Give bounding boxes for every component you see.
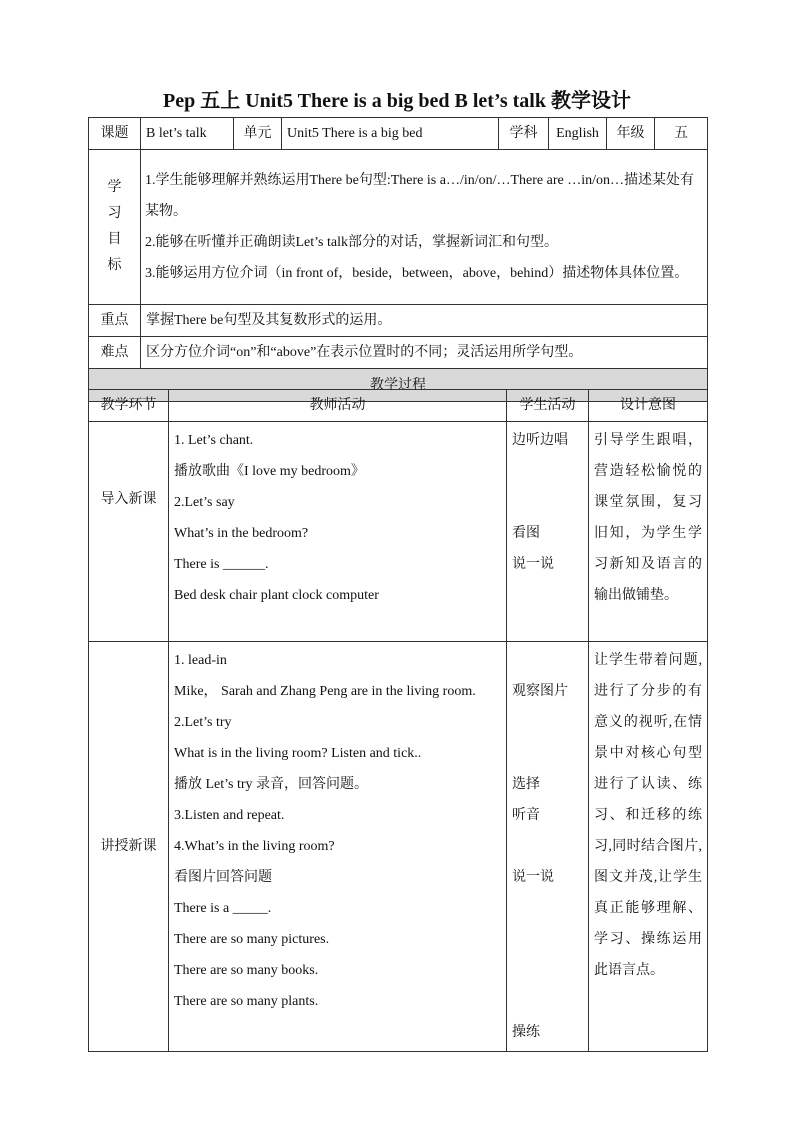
column-header-intent: 设计意图 (589, 390, 708, 422)
student-activity-cell (507, 642, 589, 1052)
subject-label: 课题 (89, 118, 141, 150)
teacher-line: What is in the living room? Listen and tick.. (174, 746, 422, 761)
info-row (89, 118, 708, 150)
page-title: Pep 五上 Unit5 There is a big bed B let’s talk 教学设计 (163, 90, 631, 112)
column-header-student: 学生活动 (507, 390, 589, 422)
subject-value: B let’s talk (141, 118, 234, 150)
grade-value: 五 (655, 118, 708, 150)
teacher-line: 4.What’s in the living room? (174, 839, 335, 854)
process-columns-row (89, 390, 708, 422)
student-line: 说一说 (512, 557, 554, 572)
column-header-stage: 教学环节 (89, 390, 169, 422)
process-row-intro (89, 422, 708, 642)
objective-item: 1.学生能够理解并熟练运用There be句型:There is a…/in/on/…There are …in/on…描述某处有某物。 (145, 173, 695, 219)
difficulty-label: 难点 (89, 337, 141, 369)
teacher-line: 2.Let’s try (174, 715, 232, 730)
intent-cell: 让学生带着问题,进行了分步的有意义的视听,在情景中对核心句型进行了认读、练习、和迁移的练习,同时结合图片,图文并茂,让学生真正能够理解、学习、操练运用此语言点。 (589, 642, 708, 1052)
objective-item: 2.能够在听懂并正确朗读Let’s talk部分的对话，掌握新词汇和句型。 (145, 235, 558, 250)
objectives-content (141, 150, 708, 305)
student-line: 选择 (512, 777, 540, 792)
grade-label: 年级 (607, 118, 655, 150)
difficulty-row (89, 337, 708, 369)
teacher-activity-cell (169, 642, 507, 1052)
teacher-line: 2.Let’s say (174, 495, 235, 510)
process-header: 教学过程 (89, 369, 708, 402)
teacher-line: There are so many plants. (174, 994, 319, 1009)
lesson-plan-table (88, 117, 708, 402)
course-label: 学科 (499, 118, 549, 150)
unit-value: Unit5 There is a big bed (282, 118, 499, 150)
intent-cell: 引导学生跟唱，营造轻松愉悦的课堂氛围，复习旧知，为学生学习新知及语言的输出做铺垫。 (589, 422, 708, 642)
teacher-line: 1. lead-in (174, 653, 227, 668)
teacher-line: 1. Let’s chant. (174, 433, 254, 448)
objectives-label: 学习目标 (89, 150, 141, 305)
process-row-teaching (89, 642, 708, 1052)
objective-item: 3.能够运用方位介词（in front of，beside，between，above，behind）描述物体具体位置。 (145, 266, 689, 281)
stage-cell: 讲授新课 (89, 642, 169, 1052)
difficulty-value: 区分方位介词“on”和“above”在表示位置时的不同；灵活运用所学句型。 (141, 337, 708, 369)
teacher-line: What’s in the bedroom? (174, 526, 309, 541)
key-point-value: 掌握There be句型及其复数形式的运用。 (141, 305, 708, 337)
student-activity-cell (507, 422, 589, 642)
teacher-line: 看图片回答问题 (174, 870, 272, 885)
teacher-line: 播放 Let’s try 录音，回答问题。 (174, 777, 369, 792)
teacher-line: Mike， Sarah and Zhang Peng are in the living room. (174, 684, 476, 699)
teacher-line: 3.Listen and repeat. (174, 808, 285, 823)
teacher-line: There are so many books. (174, 963, 319, 978)
teacher-line: Bed desk chair plant clock computer (174, 588, 379, 603)
student-line: 操练 (512, 1025, 540, 1040)
student-line: 听音 (512, 808, 540, 823)
unit-label: 单元 (234, 118, 282, 150)
student-line: 边听边唱 (512, 433, 568, 448)
key-point-label: 重点 (89, 305, 141, 337)
stage-cell: 导入新课 (89, 422, 169, 642)
teacher-line: 播放歌曲《I love my bedroom》 (174, 464, 365, 479)
teacher-activity-cell (169, 422, 507, 642)
key-point-row (89, 305, 708, 337)
process-table (88, 389, 708, 1052)
student-line: 说一说 (512, 870, 554, 885)
teacher-line: There are so many pictures. (174, 932, 330, 947)
objectives-row (89, 150, 708, 305)
teacher-line: There is ______. (174, 557, 269, 572)
student-line: 观察图片 (512, 684, 568, 699)
course-value: English (549, 118, 607, 150)
column-header-teacher: 教师活动 (169, 390, 507, 422)
student-line: 看图 (512, 526, 540, 541)
teacher-line: There is a _____. (174, 901, 272, 916)
